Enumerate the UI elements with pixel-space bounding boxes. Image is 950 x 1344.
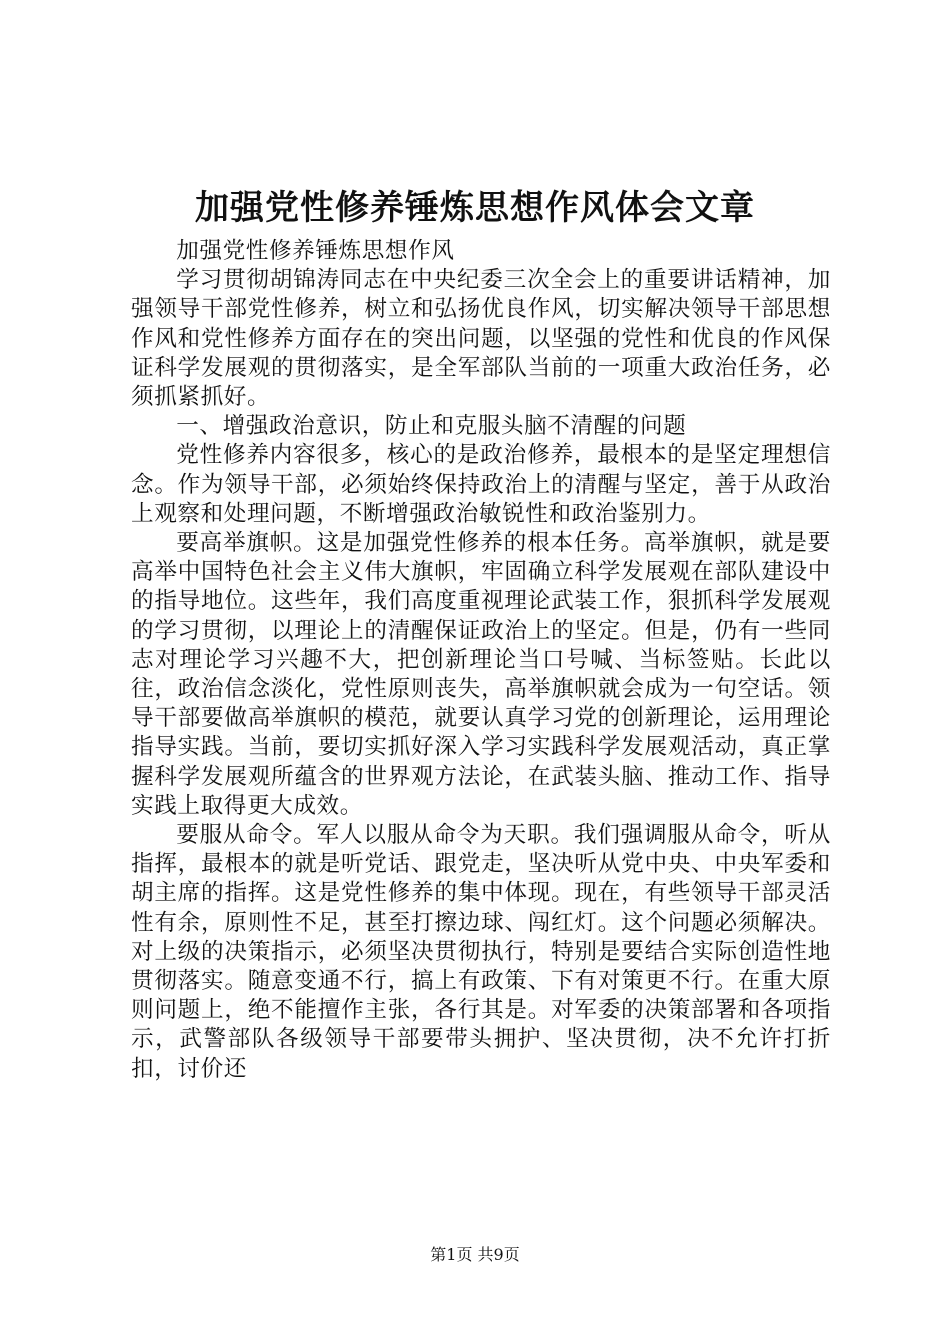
document-body [131,237,831,1084]
page-footer: 第1页 共9页 [430,1245,520,1264]
subtitle-paragraph: 加强党性修养锤炼思想作风 [176,238,455,264]
section-heading: 一、增强政治意识，防止和克服头脑不清醒的问题 [176,413,687,440]
intro-paragraph: 学习贯彻胡锦涛同志在中央纪委三次全会上的重要讲话精神，加强领导干部党性修养，树立和弘扬优良作风，切实解决领导干部思想作风和党性修养方面存在的突出问题，以坚强的党性和优良的作风保证科学发展观的贯彻落实，是全军部队当前的一项重大政治任务，必须抓紧抓好。 [131,267,831,411]
body-paragraph: 要服从命令。军人以服从命令为天职。我们强调服从命令，听从指挥，最根本的就是听党话、跟党走，坚决听从党中央、中央军委和胡主席的指挥。这是党性修养的集中体现。现在，有些领导干部灵活性有余，原则性不足，甚至打擦边球、闯红灯。这个问题必须解决。对上级的决策指示，必须坚决贯彻执行，特别是要结合实际创造性地贯彻落实。随意变通不行，搞上有政策、下有对策更不行。在重大原则问题上，绝不能擅作主张，各行其是。对军委的决策部署和各项指示，武警部队各级领导干部要带头拥护、坚决贯彻，决不允许打折扣，讨价还 [131,822,831,1082]
document-title: 加强党性修养锤炼思想作风体会文章 [195,188,755,228]
body-paragraph: 要高举旗帜。这是加强党性修养的根本任务。高举旗帜，就是要高举中国特色社会主义伟大旗帜，牢固确立科学发展观在部队建设中的指导地位。这些年，我们高度重视理论武装工作，狠抓科学发展观的学习贯彻，以理论上的清醒保证政治上的坚定。但是，仍有一些同志对理论学习兴趣不大，把创新理论当口号喊、当标签贴。长此以往，政治信念淡化，党性原则丧失，高举旗帜就会成为一句空话。领导干部要做高举旗帜的模范，就要认真学习党的创新理论，运用理论指导实践。当前，要切实抓好深入学习实践科学发展观活动，真正掌握科学发展观所蕴含的世界观方法论，在武装头脑、推动工作、指导实践上取得更大成效。 [131,530,831,819]
body-paragraph: 党性修养内容很多，核心的是政治修养，最根本的是坚定理想信念。作为领导干部，必须始终保持政治上的清醒与坚定，善于从政治上观察和处理问题，不断增强政治敏锐性和政治鉴别力。 [131,442,831,527]
